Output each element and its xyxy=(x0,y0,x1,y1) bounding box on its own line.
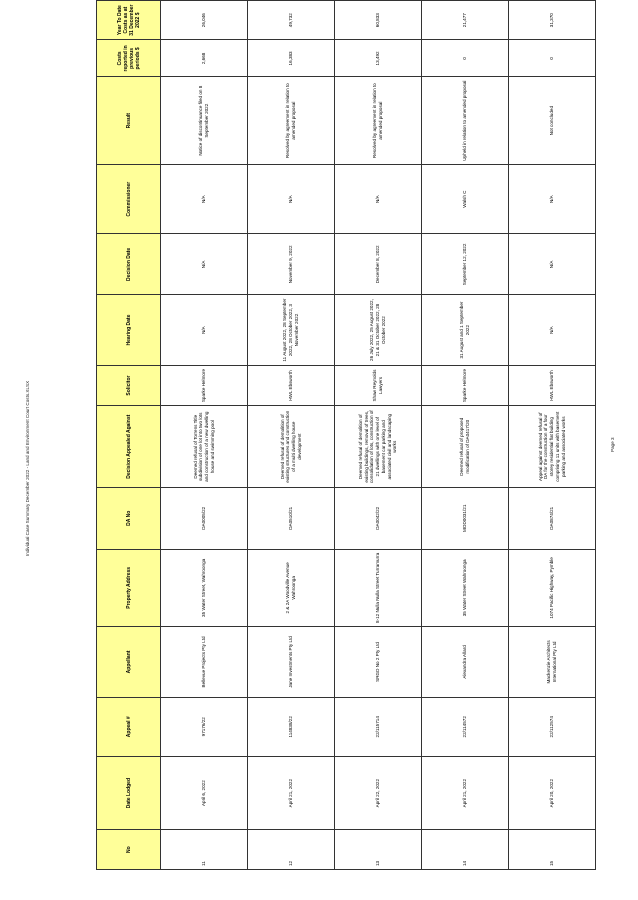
cell-decision-appealed: Deemed refusal of demolition of existing buildings, removal of trees, consolidation of lots, construction of 21 dwellings with one level of basement car parking and associated civil and landscaping works xyxy=(335,406,422,488)
cell-date-lodged: April 22, 2022 xyxy=(335,756,422,830)
cell-ytd-costs: 31,370 xyxy=(509,1,596,40)
cell-decision-appealed: Deemed refusal of proposed modification of DA0417/20 xyxy=(422,406,509,488)
cell-hearing-date: 31 August and 1 September 2022 xyxy=(422,295,509,365)
cell-appeal-no: 114838/22 xyxy=(248,697,335,756)
cell-decision-date: December 8, 2022 xyxy=(335,234,422,295)
cell-result: Resolved by agreement in relation to amended proposal xyxy=(335,77,422,164)
column-header-no: No xyxy=(97,830,161,870)
column-header-ytd-costs: Year To Date Costs as at 31 December 2022 $ xyxy=(97,1,161,40)
table-row xyxy=(422,1,509,870)
cell-costs-previous: 0 xyxy=(509,40,596,77)
column-header-property-address: Property Address xyxy=(97,549,161,627)
table-row xyxy=(335,1,422,870)
cell-solicitor: HWL Ebsworth xyxy=(248,365,335,406)
cell-property-address: 2 & 2A Woodville Avenue Wahroonga xyxy=(248,549,335,627)
cell-ytd-costs: 60,833 xyxy=(335,1,422,40)
cell-costs-previous: 2,668 xyxy=(161,40,248,77)
cell-result: Upheld in relation to amended proposal xyxy=(422,77,509,164)
page-number: Page 3 xyxy=(610,437,615,452)
column-header-appeal-no: Appeal # xyxy=(97,697,161,756)
cell-no: 12 xyxy=(248,830,335,870)
cell-da-no: MOD0031/21 xyxy=(422,488,509,550)
column-header-solicitor: Solicitor xyxy=(97,365,161,406)
cell-decision-date: November 9, 2022 xyxy=(248,234,335,295)
cell-hearing-date: 26 July 2022, 25 August 2022, 21 & 31 October 2022, 28 October 2022 xyxy=(335,295,422,365)
table-row xyxy=(248,1,335,870)
column-header-hearing-date: Hearing Date xyxy=(97,295,161,365)
cell-decision-appealed: Deemed refusal of demolition of existing structures and construction of a multi dwelling house development xyxy=(248,406,335,488)
cell-result: Resolved by agreement in relation to amended proposal xyxy=(248,77,335,164)
cell-hearing-date: N/A xyxy=(509,295,596,365)
cell-no: 14 xyxy=(422,830,509,870)
column-header-commissioner: Commissioner xyxy=(97,164,161,233)
cell-commissioner: N/A xyxy=(335,164,422,233)
cell-da-no: DA0874/21 xyxy=(509,488,596,550)
cell-appeal-no: 22/115714 xyxy=(335,697,422,756)
document-header: Individual Case Summary December 2022 - Land and Environment Court Costs.XLSX xyxy=(25,380,30,556)
cell-no: 11 xyxy=(161,830,248,870)
column-header-costs-previous: Costs reported in previous periods $ xyxy=(97,40,161,77)
cell-commissioner: N/A xyxy=(248,164,335,233)
cell-da-no: DA0005/22 xyxy=(161,488,248,550)
cell-appeal-no: 22/114572 xyxy=(422,697,509,756)
cell-no: 15 xyxy=(509,830,596,870)
table-header-row xyxy=(97,1,161,870)
cell-costs-previous: 13,492 xyxy=(335,40,422,77)
table-row xyxy=(509,1,596,870)
court-cases-table xyxy=(96,0,596,870)
cell-costs-previous: 0 xyxy=(422,40,509,77)
cell-property-address: 35 Water Street Wahroonga xyxy=(422,549,509,627)
cell-ytd-costs: 21,477 xyxy=(422,1,509,40)
cell-date-lodged: April 21, 2022 xyxy=(248,756,335,830)
cell-ytd-costs: 26,046 xyxy=(161,1,248,40)
cell-date-lodged: April 6, 2022 xyxy=(161,756,248,830)
cell-property-address: 1074 Pacific Highway, Pymble xyxy=(509,549,596,627)
cell-da-no: DA0510/21 xyxy=(248,488,335,550)
cell-hearing-date: N/A xyxy=(161,295,248,365)
cell-appellant: Alexandra Allard xyxy=(422,627,509,697)
cell-decision-date: N/A xyxy=(509,234,596,295)
column-header-da-no: DA No xyxy=(97,488,161,550)
cell-decision-date: September 12, 2022 xyxy=(422,234,509,295)
cell-commissioner: Walsh C xyxy=(422,164,509,233)
column-header-decision-appealed: Decision Appealed Against xyxy=(97,406,161,488)
column-header-date-lodged: Date Lodged xyxy=(97,756,161,830)
cell-hearing-date: 11 August 2022, 28 September 2022, 28 October 2022, 3 November 2022 xyxy=(248,295,335,365)
cell-ytd-costs: 49,732 xyxy=(248,1,335,40)
table-row xyxy=(161,1,248,870)
column-header-decision-date: Decision Date xyxy=(97,234,161,295)
cell-date-lodged: April 20, 2022 xyxy=(509,756,596,830)
cell-solicitor: Sparke Helmore xyxy=(422,365,509,406)
cell-solicitor: Shaw Reynolds Lawyers xyxy=(335,365,422,406)
cell-result: Notice of discontinuance filed on 8 September 2022 xyxy=(161,77,248,164)
cell-decision-date: N/A xyxy=(161,234,248,295)
cell-appellant: SRGD No 2 Pty Ltd xyxy=(335,627,422,697)
cell-result: Not concluded xyxy=(509,77,596,164)
cell-appellant: Bellevue Projects Pty Ltd xyxy=(161,627,248,697)
cell-costs-previous: 16,383 xyxy=(248,40,335,77)
cell-appellant: Mackenzie Architects International Pty Ltd xyxy=(509,627,596,697)
cell-decision-appealed: Appeal against deemed refusal of DA for the construction of a four storey residential flat building comprising 11 units with basement parking and associated works xyxy=(509,406,596,488)
cell-property-address: 8-12 Nulla Nulla Street Turramurra xyxy=(335,549,422,627)
cell-appeal-no: 97176/22 xyxy=(161,697,248,756)
cell-commissioner: N/A xyxy=(509,164,596,233)
cell-solicitor: HWL Ebsworth xyxy=(509,365,596,406)
column-header-appellant: Appellant xyxy=(97,627,161,697)
cell-date-lodged: April 21, 2022 xyxy=(422,756,509,830)
column-header-result: Result xyxy=(97,77,161,164)
cell-solicitor: Sparke Helmore xyxy=(161,365,248,406)
cell-decision-appealed: Deemed refusal of Torrens Title subdivision of one lot into two lots and construction of a new dwelling house and swimming pool xyxy=(161,406,248,488)
cell-commissioner: N/A xyxy=(161,164,248,233)
cell-no: 13 xyxy=(335,830,422,870)
cell-da-no: DA0042/22 xyxy=(335,488,422,550)
cell-property-address: 35 Water Street, Wahroonga xyxy=(161,549,248,627)
cell-appellant: Jane Investments Pty Ltd xyxy=(248,627,335,697)
cell-appeal-no: 22/112574 xyxy=(509,697,596,756)
